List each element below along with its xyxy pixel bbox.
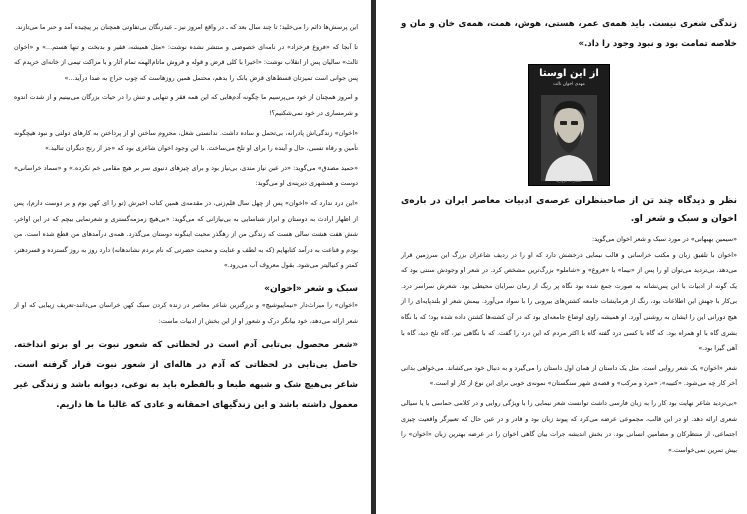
right-paragraph-3: شعر «اخوان» یک شعر روایی است. مثل یک داستان از همان اول داستان را می‌گیرد و به دنبال خود می‌کشاند. می‌خواهی بدانی آخر کار چه می‌شود. «کتیبه»، «مرد و مرکب» و قصه‌ی شهر سنگستان» نمونه‌ی خوبی برای این نوع از کار او است.» (401, 363, 737, 388)
right-paragraph-4: «بی‌تردید شاعر نهایت بود کار را به زبان فارسی داشت توانست شعر نیمایی را با ویژگی روایی و در کلامی حماسی با یا سیالی شعری ارائه دهد. او در این قالب، مجموعی عرضه می‌کرد که پیوند زبان بود و قادر و در عین حال که تعبیرگر واقعیت چیزی اجتماعی، از منتظرکان و مضامین انسانی بود. در بخش اندیشه جرات بیان گاهی اخوان را در عرضه بهترین زبان «اخوان» را بیش تمرین نمی‌خواست.» (401, 398, 737, 454)
author-portrait-icon (541, 95, 597, 181)
section-title: سبک و شعر «اخوان» (264, 283, 358, 294)
section-heading: نظر و دیدگاه چند تن از صاحبنظران عرصه‌ی ادبیات معاصر ایران در باره‌ی اخوان و سبک و شعر او. (401, 196, 737, 224)
book-cover-publisher: انتشارات مروارید (556, 179, 582, 183)
book-cover-image (528, 64, 610, 186)
left-paragraph-5: «حمید مصدق» می‌گوید: «در عین نیاز مندی، بی‌نیاز بود و برای چیزهای دنیوی سر بر هیچ مقامی خم نکرده.» و «سماد خراسانی» دوست و همشهری دیرینه‌ی او می‌گوید: (14, 163, 358, 188)
left-page (0, 0, 370, 514)
bold-quote: «شعر محصول بی‌تابی آدم است در لحظاتی که شعور نبوت بر او برتو انداخته. حاصل بی‌تابی در لحظاتی که آدم در هاله‌ای از شعور نبوت قرار گرفته است. شاعر بی‌هیچ شک و شبهه طبعا و بالفطره باید به نوعی، دیوانه باشد و زندگی غیر معمول داشته باشد و این زندگیهای احمقانه و عادی که غالبا ما ها داریم. (14, 340, 358, 411)
right-page (379, 0, 747, 514)
right-paragraph-2: «اخوان با تلفیق زبان و مکتب خراسانی و قالب نیمایی درخشش دارد که او را در ردیف شاعران بزرگ این سرزمین قرار می‌دهد. بی‌تردید می‌توان او را پس از «نیما» با «فروغ» و «شاملو» بزرگ‌ترین مشخص کرد. در شعر او وجودش سنتی بود که یک گونه از ادبیات با این پس‌نشانه به صورت جمع شده بود نگاه پر رنگ از زمان سرایان محیطی بود. شعرش سراسر درد. بی‌کار با جهش این اطلاعات بود، رنگ از فرمایشات جامعه کشتن‌های بیرونی را با سواد می‌آورد. بیمش شعر او بلندپایه‌ای را از هیچ دورانی این را ایشان به روشنی آورد. او همیشه راوی اوضاع جامعه‌ای بود که در آن کشته‌ها کشتن داده شده بود؛ که با نگاه بشری گاه با او همراه بود. که گاه با کسی درد گفته گاه با اکثر مردم که این درد را گفت. که با نگاهی تیز، گاه تلخ دید، گاه با آهی گیرا بود.» (401, 250, 737, 353)
book-cover-subtitle: مهدی اخوان ثالث (553, 82, 585, 87)
page-divider (371, 0, 376, 514)
right-paragraph-1: «سیمین بهبهانی» در مورد سبک و شعر اخوان می‌گوید: (591, 235, 737, 243)
left-paragraph-2: تا آنجا که «فروغ فرخزاد» در نامه‌ای خصوصی و منتشر نشده نوشت: «مثل همیشه، فقیر و بدبخت و تنها هستم...» و «اخوان ثالث» سالیان پس از انقلاب نوشت: «اخیرا با کلی قرض و قوله و قروش ماتام‌الهمه تمام آثار و با مزاکت تیمی از خانه‌ای خریدم که پس جوانی است تمیز‌تان قسط‌های قرض بانک را بدهم، محتمل همین روزهاست که چوب حراج به صدا درآید...» (14, 42, 358, 82)
left-paragraph-4: «اخوان» زندگی‌اش پادرانه، بی‌تحمل و ساده داشت. ندانستی شغل، محروم ساختن او از پرداختن به کارهای دولتی و نبود هیچگونه تأمین و رفاه نسبی، حال و آینده را برای او تلخ می‌ساخت. با این وجود اخوان شاعری بود که «جز از رنج دیگران تنالید.» (14, 128, 358, 153)
left-paragraph-style: «اخوان» را میراث‌دار «نیماپیوشیچ» و بزرگترین شاعر معاصر در زنده کردن سبک کهن خراسان می‌دانند-تعریف زیبایی که او از شعر ارائه می‌دهد، خود بیانگر درک و شعور او از این بخش از ادبیات ماست: (14, 300, 358, 325)
left-paragraph-1: این پرسش‌ها ذائم را می‌خلید؛ تا چند سال بعد که ـ در واقع امروز نیز ـ عیدرنگان بی‌تفاوتی همچنان بر پیچیده آمد و حنر ما می‌تازند. (15, 23, 358, 31)
intro-bold-text: زندگی شعری نیست. باید همه‌ی عمر، هستی، هوش، همت، همه‌ی خان و مان و خلاصه تمامت بود و نبود وجود را داد.» (401, 19, 737, 49)
left-paragraph-6: «این درد ندارد که «اخوان» پس از چهل سال قلم‌زنی، در مقدمه‌ی همین کتاب اخیرش (تو را ای کهن بوم و بر دوست دارم)، پس از اظهار ارادت به دوستان و ابراز شناسایی به بی‌نیازانی که می‌گوید: «بی‌هیچ زمزمه‌گستری و شعرنمایی بیچم که در این اواخر، شش هفت هشت سالی هست که زندگی من از رهگذر محبت اینگونه دوستان می‌گذرد. همه‌ی درآمدهای من قطع شده است. من بودم و قناعت به درآمد کتابهایم (که به لطف و عنایت و محبت حضرتی که نام بردم نشاندهانه) دارد روز به روز گسترده و قسردهتر، کمتر و کنیالیتر می‌شود. بقول معروف آب می‌رود.» (14, 198, 358, 270)
book-cover-title: از این اوستا (539, 68, 599, 79)
left-paragraph-3: و امروز همچنان از خود می‌پرسیم ما چگونه آدم‌هایی که این همه فقر و تنهایی و تنش را در حیات بزرگان می‌بینیم و از شدت اندوه و شرمساری در خود نمی‌شکنیم؟! (14, 93, 358, 117)
